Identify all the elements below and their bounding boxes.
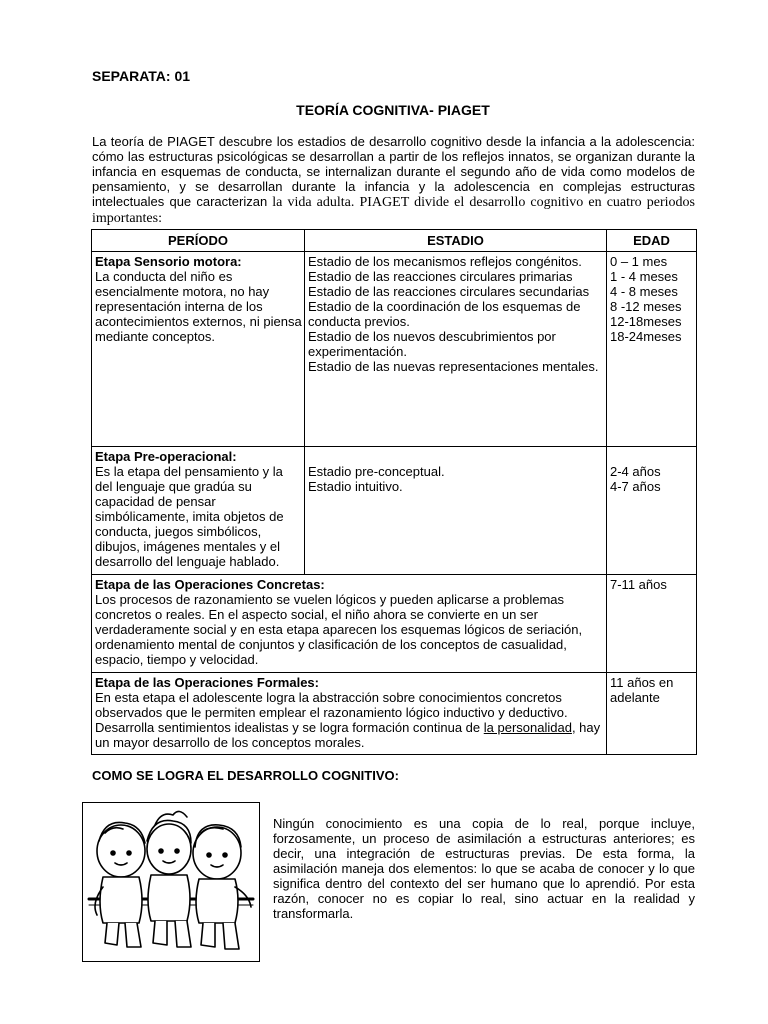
edad-item: 8 -12 meses bbox=[610, 299, 682, 314]
edad-item: 12-18meses bbox=[610, 314, 682, 329]
table-row bbox=[92, 673, 697, 755]
edad-cell bbox=[607, 447, 697, 575]
estadio-item: Estadio de las nuevas representaciones mentales. bbox=[308, 359, 599, 374]
stage-name: Etapa de las Operaciones Formales: bbox=[95, 675, 319, 690]
stage-name: Etapa Sensorio motora: bbox=[95, 254, 242, 269]
stage-description bbox=[95, 690, 604, 750]
description-text: En esta etapa el adolescente logra la abstracción sobre conocimientos concretos observados que le permiten emplear el razonamiento lógico inductivo y deductivo. Desarrolla sentimientos idealistas y se logra formación continua de bbox=[95, 690, 568, 735]
edad-item: 4 - 8 meses bbox=[610, 284, 678, 299]
estadio-item: Estadio intuitivo. bbox=[308, 479, 403, 494]
periodo-cell bbox=[92, 447, 305, 575]
edad-item: 2-4 años bbox=[610, 464, 661, 479]
header-edad: EDAD bbox=[607, 230, 697, 252]
stage-description: La conducta del niño es esencialmente motora, no hay representación interna de los acontecimientos externos, ni piensa mediante conceptos. bbox=[95, 269, 302, 344]
estadio-item: Estadio de los nuevos descubrimientos por experimentación. bbox=[308, 329, 556, 359]
estadio-item: Estadio de las reacciones circulares secundarias bbox=[308, 284, 590, 299]
stage-description: Es la etapa del pensamiento y la del lenguaje que gradúa su capacidad de pensar simbólicamente, imita objetos de conducta, juegos simbólicos, dibujos, imágenes mentales y el desarrollo del lenguaje hablado. bbox=[95, 464, 284, 569]
edad-item: 0 – 1 mes bbox=[610, 254, 668, 269]
table-row bbox=[92, 447, 697, 575]
personalidad-link[interactable]: la personalidad bbox=[483, 720, 572, 735]
intro-paragraph bbox=[92, 134, 695, 226]
edad-cell: 11 años en adelante bbox=[607, 673, 697, 755]
edad-item: 4-7 años bbox=[610, 479, 661, 494]
edad-cell: 7-11 años bbox=[607, 575, 697, 673]
periodo-cell bbox=[92, 252, 305, 447]
description-text: , hay un mayor desarrollo de los conceptos morales. bbox=[95, 720, 601, 750]
estadio-item: Estadio pre-conceptual. bbox=[308, 464, 445, 479]
document-header: SEPARATA: 01 bbox=[92, 68, 191, 84]
table-row bbox=[92, 575, 697, 673]
estadio-item: Estadio de las reacciones circulares primarias bbox=[308, 269, 573, 284]
edad-cell bbox=[607, 252, 697, 447]
stage-description: Los procesos de razonamiento se vuelen lógicos y pueden aplicarse a problemas concretos o reales. En el aspecto social, el niño ahora se convierte en un ser verdaderamente social y en esta etapa aparecen los esquemas lógicos de seriación, ordenamiento mental de conjuntos y clasificación de los conceptos de casualidad, espacio, tiempo y velocidad. bbox=[95, 592, 583, 667]
periodo-cell bbox=[92, 575, 607, 673]
section-heading: COMO SE LOGRA EL DESARROLLO COGNITIVO: bbox=[92, 768, 399, 783]
table-row bbox=[92, 252, 697, 447]
intro-text-serif: la vida adulta. PIAGET divide el desarrollo cognitivo en cuatro periodos importantes: bbox=[92, 195, 695, 226]
children-illustration bbox=[82, 802, 260, 962]
edad-item: 18-24meses bbox=[610, 329, 682, 344]
estadio-cell bbox=[305, 252, 607, 447]
piaget-stages-table bbox=[91, 229, 697, 755]
document-title: TEORÍA COGNITIVA- PIAGET bbox=[296, 102, 490, 118]
stage-name: Etapa de las Operaciones Concretas: bbox=[95, 577, 325, 592]
estadio-item: Estadio de la coordinación de los esquemas de conducta previos. bbox=[308, 299, 581, 329]
periodo-cell bbox=[92, 673, 607, 755]
header-periodo: PERÍODO bbox=[92, 230, 305, 252]
edad-item: 1 - 4 meses bbox=[610, 269, 678, 284]
stage-name: Etapa Pre-operacional: bbox=[95, 449, 237, 464]
header-estadio: ESTADIO bbox=[305, 230, 607, 252]
intro-text: La teoría de PIAGET descubre los estadios de desarrollo cognitivo desde la infancia a la adolescencia: cómo las estructuras psicológicas se desarrollan a partir de los reflejos innatos, se organizan durante la infancia en esquemas de conducta, se internalizan durante el segundo año de vida como modelos de pensamiento, y se desarrollan durante la infancia y la adolescencia en complejas estructuras intelectuales que caracterizan bbox=[92, 134, 695, 209]
children-drawing bbox=[83, 803, 259, 961]
table-header-row bbox=[92, 230, 697, 252]
estadio-item: Estadio de los mecanismos reflejos congénitos. bbox=[308, 254, 582, 269]
side-paragraph: Ningún conocimiento es una copia de lo real, porque incluye, forzosamente, un proceso de asimilación a estructuras anteriores; es decir, una integración de estructuras previas. De esta forma, la asimilación maneja dos elementos: lo que se acaba de conocer y lo que significa dentro del contexto del ser humano que lo aprendió. Por esta razón, conocer no es copiar lo real, sino actuar en la realidad y transformarla. bbox=[273, 816, 695, 921]
estadio-cell bbox=[305, 447, 607, 575]
